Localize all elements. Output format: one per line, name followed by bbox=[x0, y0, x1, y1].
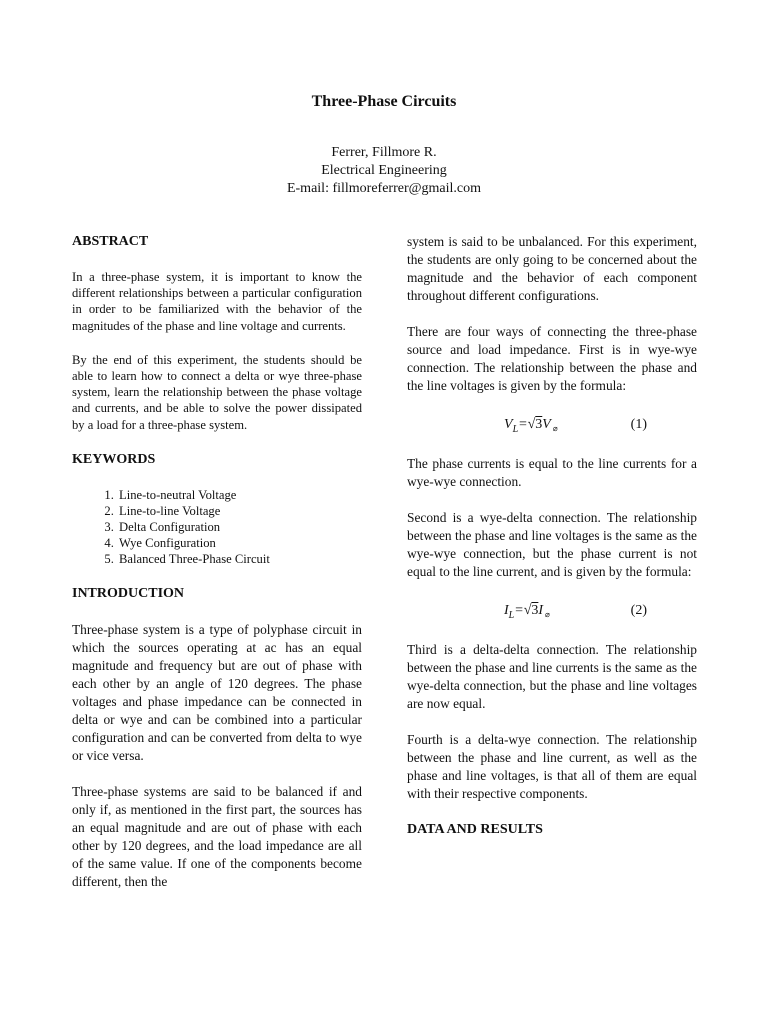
keyword-item: 1. Line-to-neutral Voltage bbox=[117, 487, 362, 503]
right-column bbox=[407, 233, 697, 839]
keyword-item: 3. Delta Configuration bbox=[117, 519, 362, 535]
paper-title: Three-Phase Circuits bbox=[311, 93, 457, 110]
equation-2-formula: $I_L=√3I$ $_⌀$ bbox=[504, 603, 550, 621]
author-name: Ferrer, Fillmore R. bbox=[331, 145, 437, 160]
introduction-paragraph-2-continued: system is said to be unbalanced. For this experiment, the students are only going to be concerned about the magnitude and the behavior of each component throughout different configurations. bbox=[407, 234, 697, 303]
keyword-item: 2. Line-to-line Voltage bbox=[117, 503, 362, 519]
introduction-paragraph-2: Three-phase systems are said to be balanced if and only if, as mentioned in the first part, the sources has an equal magnitude and are out of phase with each other by 120 degrees, and the load impedance are all of the same value. If one of the components become different, then the bbox=[72, 783, 362, 889]
introduction-paragraph-7: Fourth is a delta-wye connection. The relationship between the phase and line current, as well as the phase and line voltages, is that all of them are equal with their respective components. bbox=[407, 732, 697, 801]
data-results-heading: DATA AND RESULTS bbox=[407, 822, 543, 837]
introduction-heading: INTRODUCTION bbox=[72, 585, 185, 601]
introduction-paragraph-5: Second is a wye-delta connection. The relationship between the phase and line voltages is the same as the wye-wye connection, but the phase current is not equal to the line current, and is given by the formula: bbox=[407, 510, 697, 579]
abstract-paragraph-2: By the end of this experiment, the students should be able to learn how to connect a delta or wye three-phase system, learn the relationship between the phase voltage and currents, and be able to solve the power dissipated by a load for a three-phase system. bbox=[72, 352, 362, 432]
equation-1-formula: $V_L=√3V$ $_⌀$ bbox=[504, 417, 558, 435]
keywords-list bbox=[72, 487, 362, 567]
equation-1-number: (1) bbox=[630, 417, 647, 432]
keyword-item: 5. Balanced Three-Phase Circuit bbox=[117, 551, 362, 567]
introduction-paragraph-4: The phase currents is equal to the line currents for a wye-wye connection. bbox=[407, 456, 697, 489]
introduction-paragraph-3: There are four ways of connecting the three-phase source and load impedance. First is in wye-wye connection. The relationship between the phase and the line voltages is given by the formula: bbox=[407, 324, 697, 393]
author-block bbox=[0, 144, 768, 198]
introduction-paragraph-6: Third is a delta-delta connection. The relationship between the phase and line currents is the same as the wye-delta connection, but the phase and line voltages are now equal. bbox=[407, 642, 697, 711]
equation-1 bbox=[407, 413, 697, 437]
left-column bbox=[72, 233, 362, 891]
keywords-heading: KEYWORDS bbox=[72, 451, 156, 467]
introduction-paragraph-1: Three-phase system is a type of polyphase circuit in which the sources operating at ac has an equal magnitude and frequency but are out of phase with each other by an angle of 120 degrees. The phase voltages and phase impedance can be connected in delta or wye and can be combined into a particular configuration and can be converted from delta to wye or vice versa. bbox=[72, 621, 362, 763]
abstract-paragraph-1: In a three-phase system, it is important to know the different relationships between a particular configuration in order to be familiarized with the behavior of the magnitudes of the phase and line voltage and currents. bbox=[72, 270, 362, 333]
equation-2-number: (2) bbox=[630, 603, 647, 618]
author-affiliation: Electrical Engineering bbox=[321, 163, 447, 178]
equation-2 bbox=[407, 599, 697, 623]
author-email: E-mail: fillmoreferrer@gmail.com bbox=[286, 181, 482, 196]
keyword-item: 4. Wye Configuration bbox=[117, 535, 362, 551]
abstract-heading: ABSTRACT bbox=[72, 234, 149, 249]
